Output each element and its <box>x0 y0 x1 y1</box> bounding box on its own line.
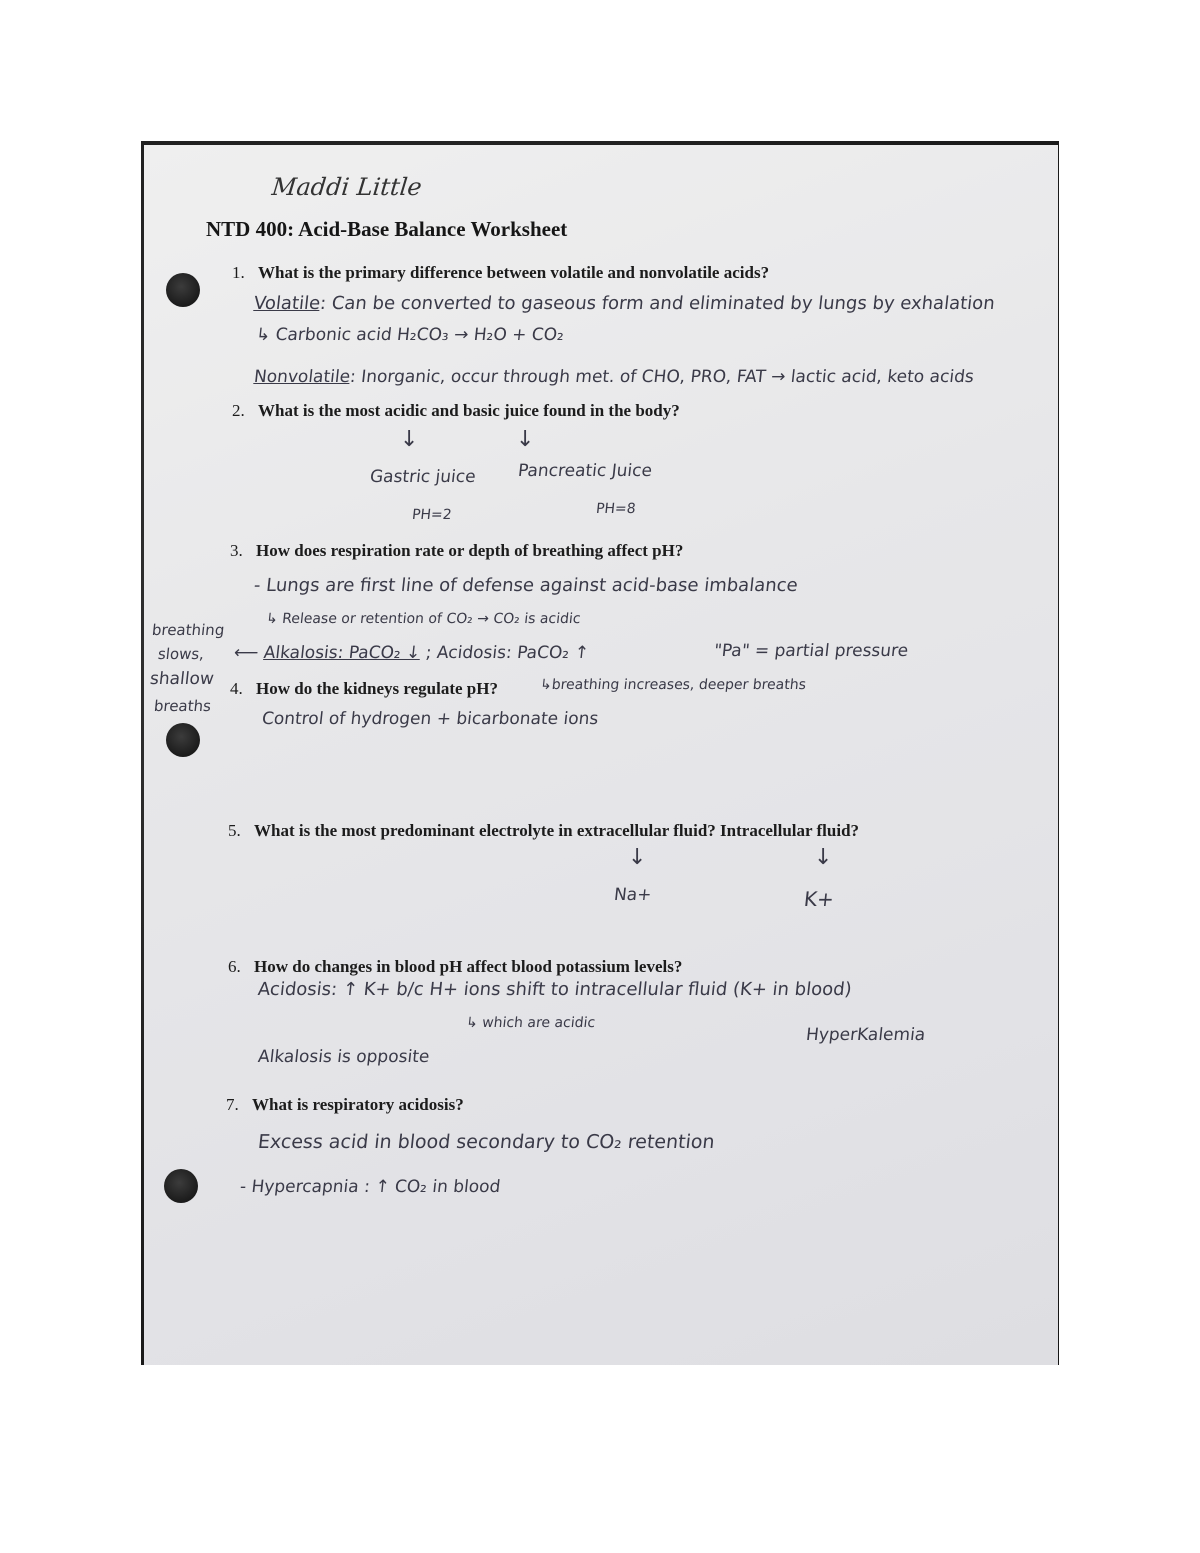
q7-line2: - Hypercapnia : ↑ CO₂ in blood <box>238 1177 502 1197</box>
question-6: 6. How do changes in blood pH affect blood potassium levels? <box>228 957 683 976</box>
page-title: NTD 400: Acid-Base Balance Worksheet <box>206 217 568 241</box>
q3-pa-note: "Pa" = partial pressure <box>712 641 910 661</box>
q7-line1: Excess acid in blood secondary to CO₂ retention <box>256 1131 716 1153</box>
question-3: 3. How does respiration rate or depth of breathing affect pH? <box>230 541 684 560</box>
q3-line2: ↳ Release or retention of CO₂ → CO₂ is acidic <box>265 611 582 627</box>
question-number: 1. <box>232 263 245 282</box>
question-5: 5. What is the most predominant electrolyte in extracellular fluid? Intracellular fluid? <box>228 821 860 840</box>
q3-breathing-note: ↳breathing increases, deeper breaths <box>539 677 807 693</box>
acidosis-value: ; Acidosis: PaCO₂ ↑ <box>424 643 590 663</box>
q3-line3 <box>233 643 590 663</box>
down-arrow-icon: ↓ <box>400 427 419 452</box>
sub-arrow-icon: ↳ <box>254 325 277 345</box>
question-4: 4. How do the kidneys regulate pH? <box>230 679 498 698</box>
question-2: 2. What is the most acidic and basic juice found in the body? <box>232 401 680 420</box>
down-arrow-icon: ↓ <box>628 845 647 870</box>
q3-line1: - Lungs are first line of defense against acid-base imbalance <box>252 575 799 596</box>
volatile-term: Volatile <box>252 293 322 314</box>
worksheet-page <box>144 145 1058 1365</box>
sub-arrow-icon: ↳ <box>465 1015 484 1031</box>
student-name: Maddi Little <box>270 173 424 201</box>
binder-hole-middle <box>166 723 200 757</box>
photo-background <box>141 141 1059 1365</box>
left-arrow-icon: ⟵ <box>232 643 265 663</box>
q1-volatile-line <box>253 293 996 314</box>
q2-basic-answer: Pancreatic Juice <box>516 461 654 481</box>
sub-arrow-icon: ↳ <box>539 677 553 693</box>
margin-note-line: slows, <box>157 645 205 663</box>
q2-acidic-answer: Gastric juice <box>368 467 477 487</box>
binder-hole-bottom <box>164 1169 198 1203</box>
question-7: 7. What is respiratory acidosis? <box>226 1095 464 1114</box>
q6-alkalosis-line: Alkalosis is opposite <box>256 1047 431 1067</box>
q6-acidosis-line: Acidosis: ↑ K+ b/c H+ ions shift to intracellular fluid (K+ in blood) <box>256 979 853 1000</box>
nonvolatile-term: Nonvolatile <box>252 367 352 387</box>
question-text: What is the primary difference between volatile and nonvolatile acids? <box>258 263 770 282</box>
question-1 <box>232 263 769 283</box>
q2-basic-ph: PH=8 <box>595 501 637 517</box>
q6-sub-note: ↳ which are acidic <box>465 1015 596 1031</box>
q1-volatile-example: ↳ Carbonic acid H₂CO₃ → H₂O + CO₂ <box>254 325 565 345</box>
nonvolatile-definition: : Inorganic, occur through met. of CHO, PRO, FAT → lactic acid, keto acids <box>349 367 975 387</box>
q4-answer: Control of hydrogen + bicarbonate ions <box>260 709 600 729</box>
q5-intracellular-answer: K+ <box>802 887 836 911</box>
margin-note-line: breaths <box>153 697 212 715</box>
binder-hole-top <box>166 273 200 307</box>
q1-nonvolatile-line <box>253 367 975 387</box>
q2-acidic-ph: PH=2 <box>411 507 453 523</box>
sub-arrow-icon: ↳ <box>265 611 284 627</box>
volatile-definition: : Can be converted to gaseous form and eliminated by lungs by exhalation <box>318 293 996 314</box>
margin-note-line: breathing <box>151 621 226 639</box>
down-arrow-icon: ↓ <box>814 845 833 870</box>
down-arrow-icon: ↓ <box>516 427 535 452</box>
q6-hyperkalemia: HyperKalemia <box>804 1025 927 1045</box>
margin-note-line: shallow <box>148 669 215 689</box>
q5-extracellular-answer: Na+ <box>612 885 653 905</box>
alkalosis-value: Alkalosis: PaCO₂ ↓ <box>262 643 422 663</box>
